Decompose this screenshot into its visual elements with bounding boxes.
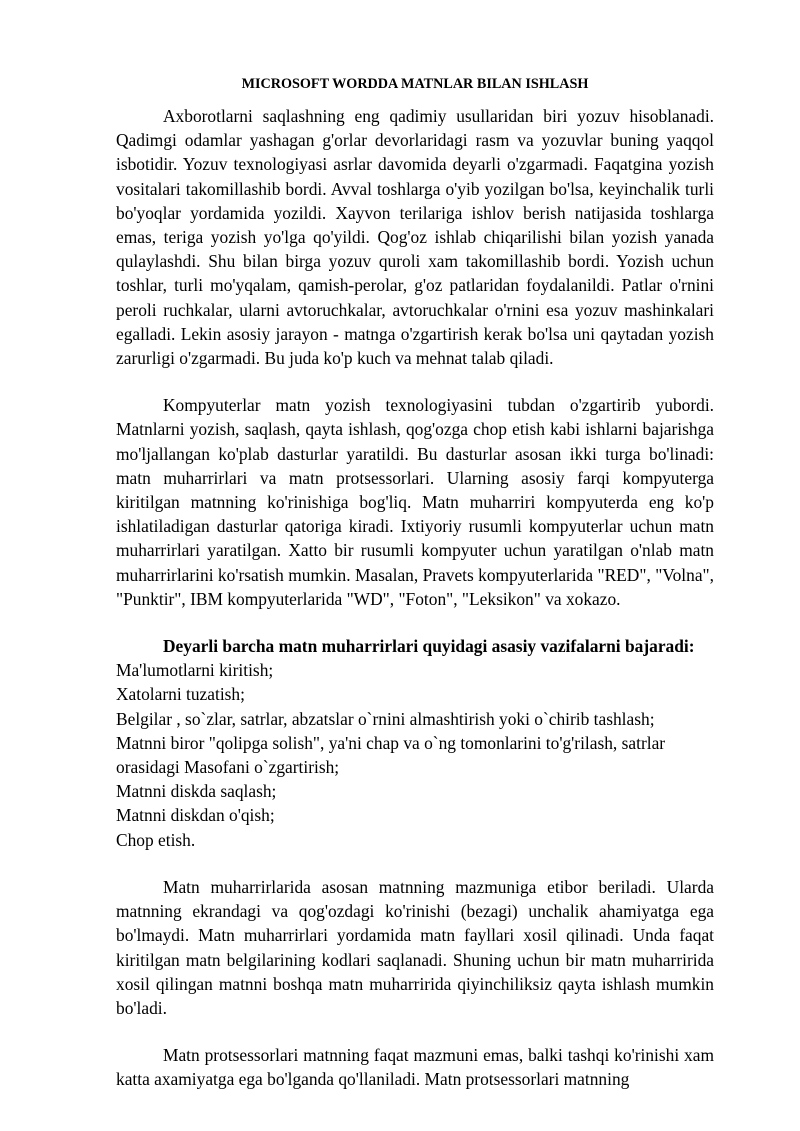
list-item: Xatolarni tuzatish;: [116, 684, 245, 705]
document-title: MICROSOFT WORDDA MATNLAR BILAN ISHLASH: [241, 76, 589, 92]
paragraph-text-editors: Matn muharrirlarida asosan matnning mazmuniga etibor beriladi. Ularda matnning ekrandagi va qog'ozdagi ko'rinishi (bezagi) unchalik ahamiyatga ega bo'lmaydi. Matn muharrirlari yordamida matn fayllari xosil qilinadi. Unda faqat kiritilgan matn belgilarining kodlari saqlanadi. Shuning uchun bir matn muharririda xosil qilingan matnni boshqa matn muharririda qiyinchiliksiz qayta ishlash mumkin bo'ladi.: [116, 876, 714, 1018]
document-page: [116, 72, 714, 1092]
list-item: Chop etish.: [116, 829, 196, 850]
section-heading: Deyarli barcha matn muharrirlari quyidagi asasiy vazifalarni bajaradi:: [163, 636, 695, 657]
paragraph-intro: Axborotlarni saqlashning eng qadimiy usullaridan biri yozuv hisoblanadi. Qadimgi odamlar yashagan g'orlar devorlaridagi rasm va yozuvlar buning yaqqol isbotidir. Yozuv texnologiyasi asrlar davomida deyarli o'zgarmadi. Faqatgina yozish vositalari takomillashib bordi. Avval toshlarga o'yib yozilgan bo'lsa, keyinchalik turli bo'yoqlar yordamida yozildi. Xayvon terilariga ishlov berish natijasida toshlarga emas, teriga yozish yo'lga qo'yildi. Qog'oz ishlab chiqarilishi bilan yozish yanada qulaylashdi. Shu bilan birga yozuv quroli xam takomillashib bordi. Yozish uchun toshlar, turli mo'yqalam, qamish-perolar, g'oz patlaridan foydalanildi. Patlar o'rnini peroli ruchkalar, ularni avtoruchkalar, avtoruchkalar o'rnini esa yozuv mashinkalari egalladi. Lekin asosiy jarayon - matnga o'zgartirish kerak bo'lsa uni qaytadan yozish zarurligi o'zgarmadi. Bu juda ko'p kuch va mehnat talab qiladi.: [116, 106, 714, 369]
list-item: Matnni diskdan o'qish;: [116, 805, 275, 826]
list-item: Belgilar , so`zlar, satrlar, abzatslar o`rnini almashtirish yoki o`chirib tashlash;: [116, 708, 655, 729]
list-item: Ma'lumotlarni kiritish;: [116, 660, 274, 681]
list-item: Matnni biror "qolipga solish", ya'ni chap va o`ng tomonlarini to'g'rilash, satrlar orasidagi Masofani o`zgartirish;: [116, 732, 666, 778]
paragraph-word-processors: Matn protsessorlari matnning faqat mazmuni emas, balki tashqi ko'rinishi xam katta axamiyatga ega bo'lganda qo'llaniladi. Matn protsessorlari matnning: [116, 1045, 714, 1090]
list-item: Matnni diskda saqlash;: [116, 781, 277, 802]
paragraph-computers: Kompyuterlar matn yozish texnologiyasini tubdan o'zgartirib yubordi. Matnlarni yozish, saqlash, qayta ishlash, qog'ozga chop etish kabi ishlarni bajarishga mo'ljallangan ko'plab dasturlar yaratildi. Bu dasturlar asosan ikki turga bo'linadi: matn muharrirlari va matn protsessorlari. Ularning asosiy farqi kompyuterga kiritilgan matnning ko'rinishiga bog'liq. Matn muharriri kompyuterda eng ko'p ishlatiladigan dasturlar qatoriga kiradi. Ixtiyoriy rusumli kompyuterlar uchun matn muharrirlari yaratilgan. Xatto bir rusumli kompyuter uchun yaratilgan o'nlab matn muharrirlarini ko'rsatish mumkin. Masalan, Pravets kompyuterlarida "RED", "Volna", "Punktir", IBM kompyuterlarida "WD", "Foton", "Leksikon" va xokazo.: [116, 395, 714, 609]
task-list: [116, 658, 714, 852]
